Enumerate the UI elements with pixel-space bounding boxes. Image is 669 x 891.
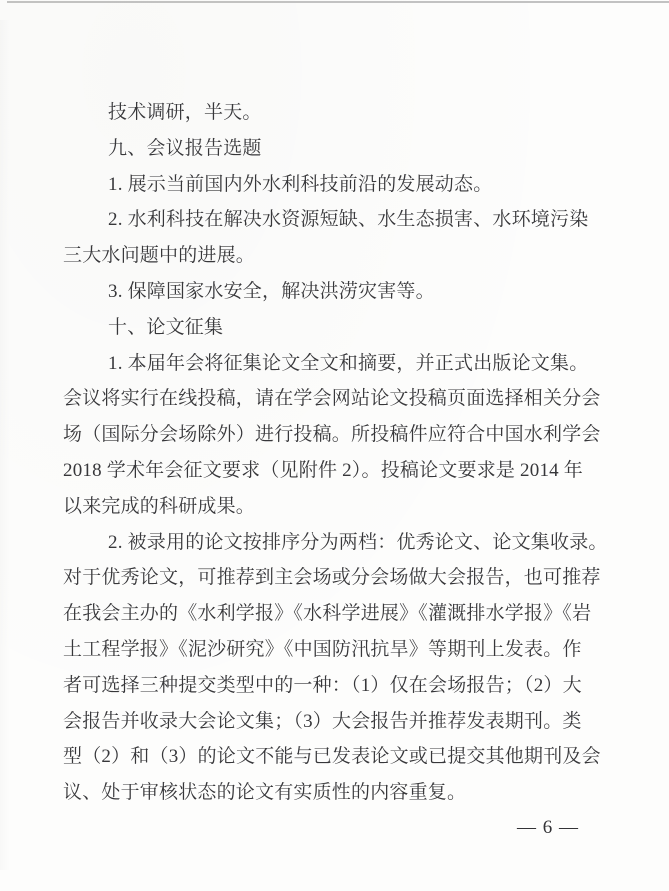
section-heading-9: 九、会议报告选题 (108, 137, 262, 159)
section-heading-10: 十、论文征集 (108, 316, 224, 338)
text-line: 1. 展示当前国内外水利科技前沿的发展动态。 (108, 173, 493, 195)
text-line: 场（国际分会场除外）进行投稿。所投稿件应符合中国水利学会 (63, 424, 601, 446)
text-line: 3. 保障国家水安全，解决洪涝灾害等。 (108, 280, 435, 302)
scan-artifact-left-noise (0, 20, 10, 870)
text-line: 议、处于审核状态的论文有实质性的内容重复。 (63, 782, 467, 804)
text-line: 三大水问题中的进展。 (63, 245, 256, 267)
text-line: 1. 本届年会将征集论文全文和摘要，并正式出版论文集。 (108, 352, 589, 374)
text-line: 技术调研，半天。 (108, 102, 262, 123)
page-number: — 6 — (517, 817, 579, 838)
text-line: 以来完成的科研成果。 (63, 495, 256, 517)
scan-artifact-top-line (7, 1, 669, 3)
text-line: 对于优秀论文，可推荐到主会场或分会场做大会报告，也可推荐 (63, 567, 601, 589)
text-line: 土工程学报》《泥沙研究》《中国防汛抗旱》等期刊上发表。作 (63, 638, 582, 660)
text-line: 型（2）和（3）的论文不能与已发表论文或已提交其他期刊及会 (63, 746, 601, 768)
document-body (63, 95, 608, 811)
text-line: 在我会主办的《水利学报》《水科学进展》《灌溉排水学报》《岩 (63, 603, 592, 625)
text-line: 2. 被录用的论文按排序分为两档：优秀论文、论文集收录。 (108, 531, 608, 553)
text-line: 会议将实行在线投稿，请在学会网站论文投稿页面选择相关分会 (63, 388, 601, 410)
text-line: 2. 水利科技在解决水资源短缺、水生态损害、水环境污染 (108, 209, 589, 231)
text-line: 者可选择三种提交类型中的一种：（1）仅在会场报告；（2）大 (63, 674, 582, 696)
text-line: 2018 学术年会征文要求（见附件 2）。投稿论文要求是 2014 年 (63, 459, 584, 481)
text-line: 会报告并收录大会论文集；（3）大会报告并推荐发表期刊。类 (63, 710, 582, 732)
